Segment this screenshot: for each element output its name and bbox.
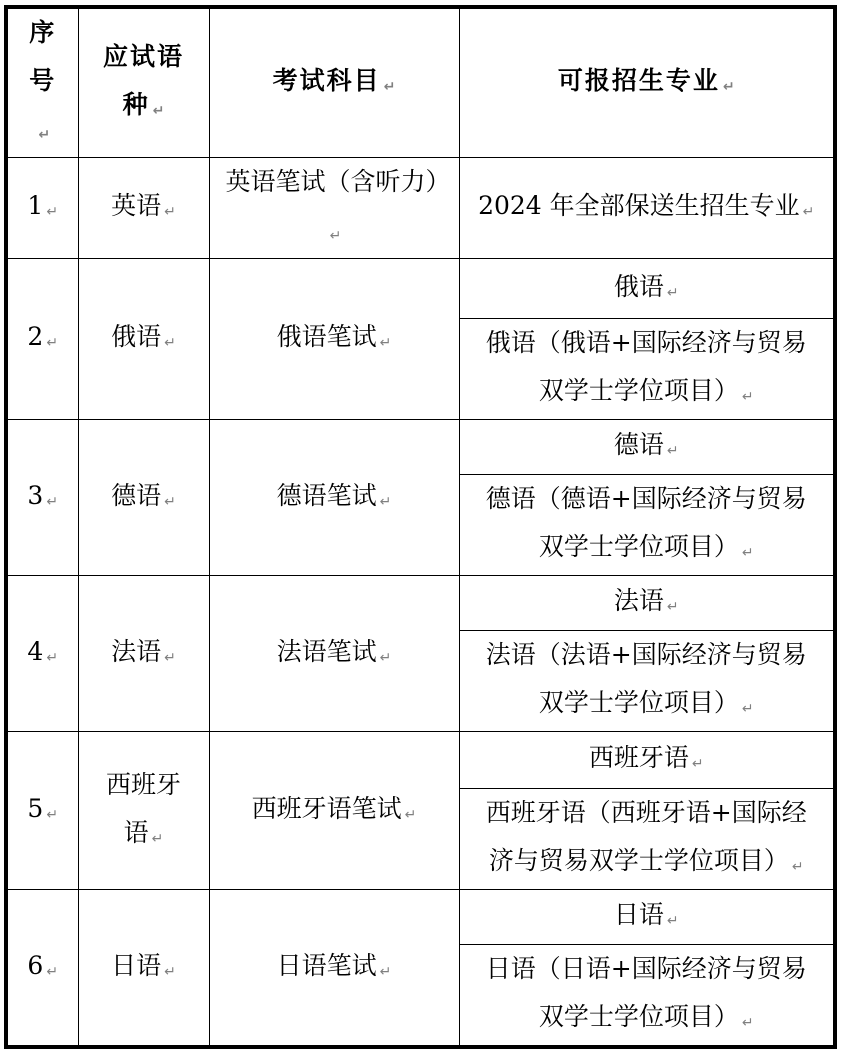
cell-no — [6, 576, 78, 732]
table-row — [6, 890, 835, 945]
table-header-row — [6, 7, 835, 158]
cell-major — [459, 945, 835, 1048]
paragraph-mark-icon: ↵ — [46, 204, 59, 220]
row-language: 日语 — [111, 950, 162, 980]
cell-major — [459, 420, 835, 475]
cell-subject — [209, 158, 459, 259]
row-language: 法语 — [111, 636, 162, 666]
header-no-label: 序号 — [29, 18, 57, 95]
cell-no — [6, 732, 78, 890]
cell-major — [459, 259, 835, 319]
cell-major — [459, 475, 835, 576]
cell-major — [459, 789, 835, 890]
row-major: 西班牙语 — [588, 743, 689, 772]
header-majors-label: 可报招生专业 — [557, 66, 720, 95]
row-language: 英语 — [111, 191, 162, 220]
header-no — [6, 7, 78, 158]
table-row — [6, 259, 835, 319]
header-majors — [459, 7, 835, 158]
cell-language — [78, 259, 209, 420]
paragraph-mark-icon: ↵ — [46, 335, 59, 351]
row-no: 4 — [27, 636, 44, 666]
cell-major — [459, 890, 835, 945]
paragraph-mark-icon: ↵ — [164, 493, 176, 510]
row-subject: 俄语笔试 — [276, 322, 377, 351]
cell-major — [459, 158, 835, 259]
paragraph-mark-icon: ↵ — [379, 963, 392, 980]
row-major: 德语 — [613, 430, 664, 459]
row-major: 西班牙语（西班牙语+国际经济与贸易双学士学位项目） — [485, 798, 807, 875]
paragraph-mark-icon: ↵ — [38, 127, 51, 143]
paragraph-mark-icon: ↵ — [791, 859, 804, 875]
header-subject — [209, 7, 459, 158]
paragraph-mark-icon: ↵ — [383, 79, 396, 95]
table-row — [6, 158, 835, 259]
paragraph-mark-icon: ↵ — [152, 103, 165, 119]
row-major: 2024 年全部保送生招生专业 — [478, 191, 800, 220]
row-language: 西班牙语 — [105, 769, 181, 847]
cell-language — [78, 576, 209, 732]
paragraph-mark-icon: ↵ — [691, 756, 704, 772]
header-language — [78, 7, 209, 158]
row-major: 德语（德语+国际经济与贸易双学士学位项目） — [485, 484, 807, 561]
paragraph-mark-icon: ↵ — [46, 963, 59, 980]
row-subject: 日语笔试 — [276, 950, 377, 980]
paragraph-mark-icon: ↵ — [379, 493, 392, 510]
admission-exam-language-table — [4, 5, 837, 1049]
paragraph-mark-icon: ↵ — [722, 79, 735, 95]
cell-major — [459, 576, 835, 631]
row-subject: 法语笔试 — [276, 636, 377, 666]
row-major: 法语（法语+国际经济与贸易双学士学位项目） — [485, 640, 807, 717]
row-no: 6 — [27, 950, 44, 980]
paragraph-mark-icon: ↵ — [404, 806, 417, 823]
row-subject: 西班牙语笔试 — [251, 793, 402, 823]
paragraph-mark-icon: ↵ — [666, 443, 679, 459]
cell-major — [459, 319, 835, 420]
paragraph-mark-icon: ↵ — [802, 204, 815, 220]
row-no: 3 — [27, 480, 44, 510]
paragraph-mark-icon: ↵ — [666, 599, 679, 615]
paragraph-mark-icon: ↵ — [741, 389, 754, 405]
row-major: 法语 — [613, 586, 664, 615]
paragraph-mark-icon: ↵ — [151, 830, 164, 847]
paragraph-mark-icon: ↵ — [329, 228, 342, 244]
paragraph-mark-icon: ↵ — [46, 649, 59, 666]
cell-no — [6, 890, 78, 1048]
row-no: 1 — [27, 191, 44, 220]
cell-language — [78, 158, 209, 259]
cell-language — [78, 420, 209, 576]
cell-no — [6, 158, 78, 259]
cell-subject — [209, 420, 459, 576]
cell-no — [6, 259, 78, 420]
header-language-label: 应试语种 — [102, 42, 184, 119]
cell-major — [459, 732, 835, 789]
paragraph-mark-icon: ↵ — [379, 649, 392, 666]
paragraph-mark-icon: ↵ — [164, 649, 176, 666]
paragraph-mark-icon: ↵ — [46, 806, 59, 823]
cell-language — [78, 890, 209, 1048]
paragraph-mark-icon: ↵ — [164, 204, 176, 220]
paragraph-mark-icon: ↵ — [666, 913, 679, 929]
cell-subject — [209, 259, 459, 420]
cell-subject — [209, 732, 459, 890]
paragraph-mark-icon: ↵ — [666, 284, 679, 301]
paragraph-mark-icon: ↵ — [164, 335, 176, 351]
row-major: 日语（日语+国际经济与贸易双学士学位项目） — [485, 954, 807, 1031]
paragraph-mark-icon: ↵ — [741, 701, 754, 717]
paragraph-mark-icon: ↵ — [379, 335, 392, 351]
cell-no — [6, 420, 78, 576]
row-major: 俄语 — [613, 271, 664, 301]
cell-subject — [209, 890, 459, 1048]
row-language: 德语 — [111, 480, 162, 510]
table-row — [6, 576, 835, 631]
row-major: 日语 — [613, 900, 664, 929]
cell-language — [78, 732, 209, 890]
paragraph-mark-icon: ↵ — [164, 963, 176, 980]
paragraph-mark-icon: ↵ — [46, 493, 59, 510]
cell-major — [459, 631, 835, 732]
row-no: 2 — [27, 322, 44, 351]
cell-subject — [209, 576, 459, 732]
row-subject: 英语笔试（含听力） — [225, 167, 451, 196]
row-no: 5 — [27, 793, 44, 823]
table-row — [6, 732, 835, 789]
paragraph-mark-icon: ↵ — [741, 1015, 754, 1031]
row-subject: 德语笔试 — [276, 480, 377, 510]
paragraph-mark-icon: ↵ — [741, 545, 754, 561]
row-major: 俄语（俄语+国际经济与贸易双学士学位项目） — [485, 328, 807, 405]
table-row — [6, 420, 835, 475]
row-language: 俄语 — [111, 322, 162, 351]
header-subject-label: 考试科目 — [272, 66, 381, 95]
